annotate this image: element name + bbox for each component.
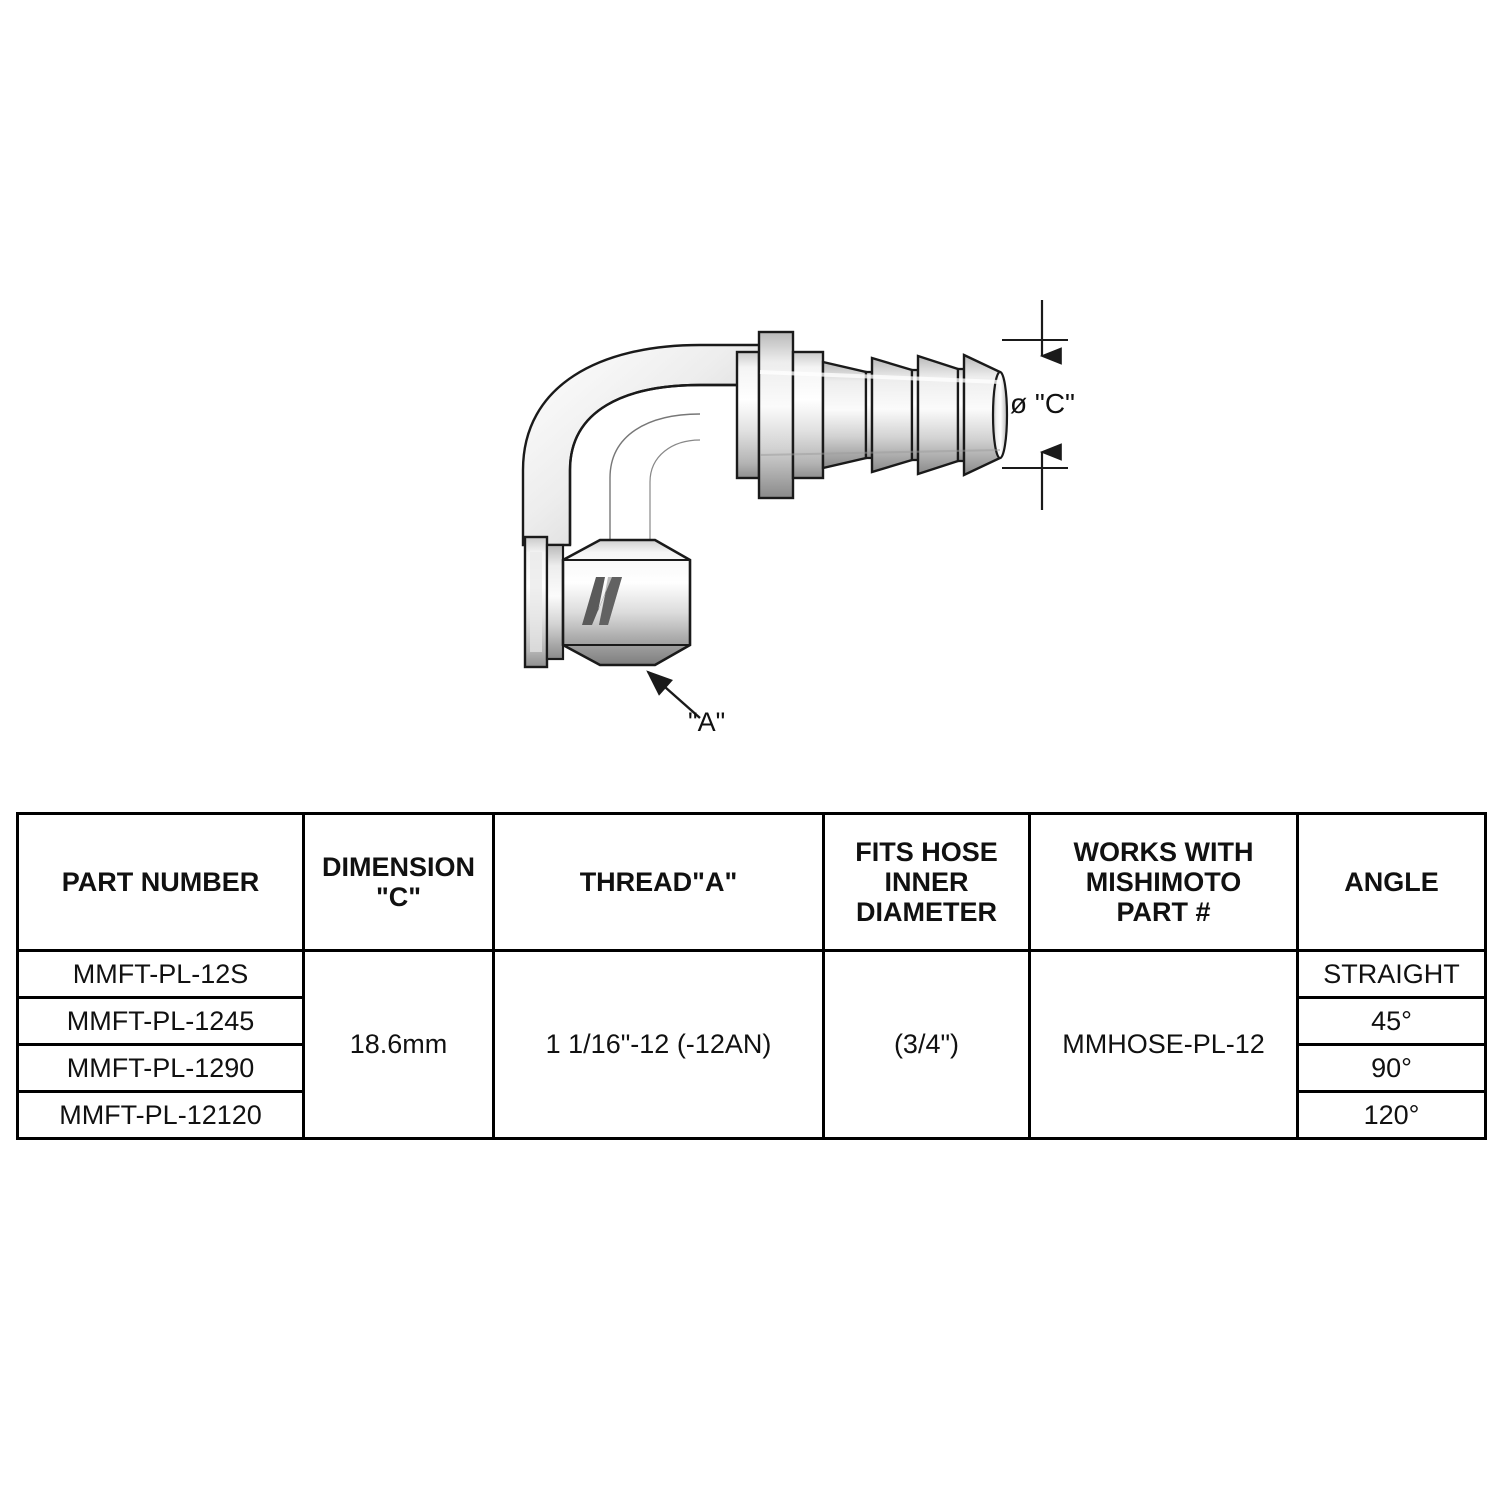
header-line: DIAMETER xyxy=(856,897,997,928)
cell-works-with: MMHOSE-PL-12 xyxy=(1030,951,1298,1139)
header-line: DIMENSION xyxy=(321,851,475,882)
header-line: FITS HOSE xyxy=(855,836,998,867)
header-line: "C" xyxy=(375,882,422,912)
cell-dimension-c: 18.6mm xyxy=(304,951,494,1139)
table-row xyxy=(18,951,1486,998)
header-dimension-c xyxy=(304,814,494,951)
header-line: ANGLE xyxy=(1344,866,1439,897)
cell-part-number: MMFT-PL-1290 xyxy=(18,1045,304,1092)
swivel-nut xyxy=(525,537,690,667)
table-header-row xyxy=(18,814,1486,951)
cell-hose-inner-diameter: (3/4") xyxy=(824,951,1030,1139)
header-line: PART # xyxy=(1116,897,1211,928)
cell-angle: 45° xyxy=(1298,998,1486,1045)
spec-table-container xyxy=(16,812,1484,1140)
cell-thread-a: 1 1/16"-12 (-12AN) xyxy=(494,951,824,1139)
cell-part-number: MMFT-PL-12S xyxy=(18,951,304,998)
header-line: INNER xyxy=(884,866,969,897)
header-part-number xyxy=(18,814,304,951)
header-works-with xyxy=(1030,814,1298,951)
header-angle xyxy=(1298,814,1486,951)
thread-a-label: "A" xyxy=(688,707,726,737)
header-thread-a xyxy=(494,814,824,951)
header-line: THREAD"A" xyxy=(579,866,738,897)
cell-part-number: MMFT-PL-12120 xyxy=(18,1092,304,1139)
cell-angle: 90° xyxy=(1298,1045,1486,1092)
hose-barb xyxy=(737,332,1007,498)
header-hose-inner-diameter xyxy=(824,814,1030,951)
dimension-c-label: ø "C" xyxy=(1010,388,1075,419)
cell-part-number: MMFT-PL-1245 xyxy=(18,998,304,1045)
cell-angle: STRAIGHT xyxy=(1298,951,1486,998)
spec-table xyxy=(16,812,1487,1140)
header-line: PART NUMBER xyxy=(61,866,260,897)
header-line: MISHIMOTO xyxy=(1085,866,1242,897)
elbow-body xyxy=(523,345,760,545)
cell-angle: 120° xyxy=(1298,1092,1486,1139)
header-line: WORKS WITH xyxy=(1073,836,1254,867)
